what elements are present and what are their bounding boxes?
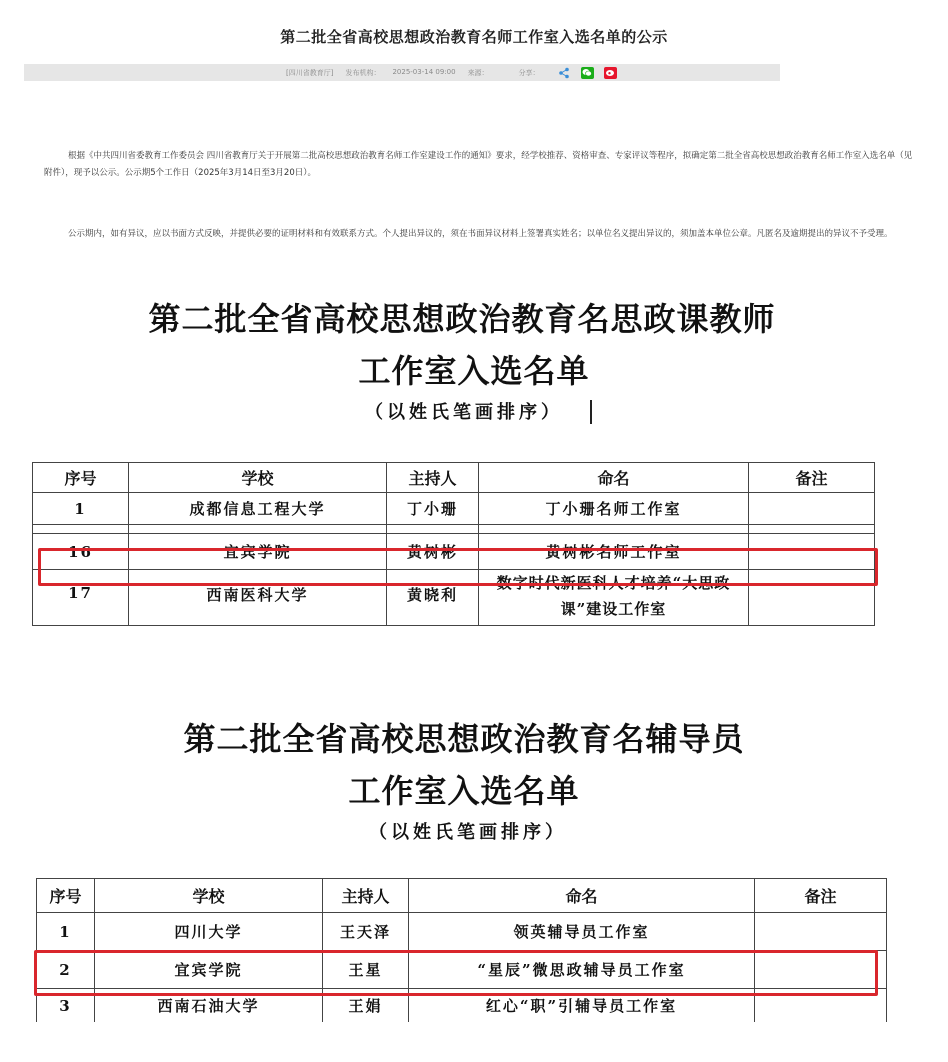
cell-school: 四川大学	[95, 913, 323, 951]
cell-note	[755, 913, 887, 951]
cell-host: 王星	[323, 951, 409, 989]
table-header-row	[33, 463, 875, 493]
table-row-highlighted	[37, 951, 887, 989]
cell-name: “星辰”微思政辅导员工作室	[409, 951, 755, 989]
cell-name: 领英辅导员工作室	[409, 913, 755, 951]
cell-note	[755, 989, 887, 1023]
table-row	[37, 989, 887, 1023]
header-school: 学校	[129, 463, 387, 493]
notice-paragraph-1: 根据《中共四川省委教育工作委员会 四川省教育厅关于开展第二批高校思想政治教育名师工作室建设工作的通知》要求，经学校推荐、资格审查、专家评议等程序，拟确定第二批全省高校思想政治教育名师工作室入选名单（见附件），现予以公示。公示期5个工作日（2025年3月14日至3月20日）。	[44, 151, 913, 178]
meta-origin: 来源：	[467, 68, 489, 77]
cell-host: 王娟	[323, 989, 409, 1023]
notice-title: 第二批全省高校思想政治教育名师工作室入选名单的公示	[280, 28, 668, 46]
cell-no: 1	[37, 913, 95, 951]
table-gap-row	[33, 525, 875, 534]
header-name: 命名	[409, 879, 755, 913]
cell-name: 红心“职”引辅导员工作室	[409, 989, 755, 1023]
meta-bar	[24, 64, 780, 81]
header-school: 学校	[95, 879, 323, 913]
cell-no: 17	[33, 570, 129, 626]
list1-table	[32, 462, 875, 626]
table-row	[37, 913, 887, 951]
list2-table	[36, 878, 887, 1023]
meta-publisher: 发布机构：	[345, 68, 381, 77]
header-host: 主持人	[323, 879, 409, 913]
weibo-icon[interactable]	[604, 67, 617, 79]
table-row	[33, 570, 875, 626]
cell-host: 黄晓利	[387, 570, 479, 626]
meta-date: 2025-03-14 09:00	[392, 67, 456, 76]
table-header-row	[37, 879, 887, 913]
cell-name: 数字时代新医科人才培养“大思政课”建设工作室	[479, 570, 749, 626]
cell-host: 丁小珊	[387, 493, 479, 525]
cell-school: 宜宾学院	[129, 534, 387, 570]
header-host: 主持人	[387, 463, 479, 493]
clip-mask	[0, 630, 948, 690]
table-row-highlighted	[33, 534, 875, 570]
cell-name: 丁小珊名师工作室	[479, 493, 749, 525]
header-no: 序号	[33, 463, 129, 493]
cell-host: 黄树彬	[387, 534, 479, 570]
cell-note	[755, 951, 887, 989]
cell-school: 西南医科大学	[129, 570, 387, 626]
list1-subtitle: （以姓氏笔画排序）	[365, 402, 563, 423]
share-label: 分享：	[518, 68, 540, 77]
list2-title-line1: 第二批全省高校思想政治教育名辅导员	[183, 720, 745, 758]
cell-no: 1	[33, 493, 129, 525]
header-note: 备注	[749, 463, 875, 493]
list1-title-line1: 第二批全省高校思想政治教育名思政课教师	[148, 300, 776, 338]
cell-name: 黄树彬名师工作室	[479, 534, 749, 570]
cell-school: 宜宾学院	[95, 951, 323, 989]
text-cursor	[590, 400, 592, 424]
share-icon[interactable]	[558, 67, 571, 79]
cell-school: 成都信息工程大学	[129, 493, 387, 525]
cell-school: 西南石油大学	[95, 989, 323, 1023]
header-note: 备注	[755, 879, 887, 913]
clip-mask	[0, 1022, 948, 1062]
cell-host: 王天泽	[323, 913, 409, 951]
table-row	[33, 493, 875, 525]
cell-note	[749, 493, 875, 525]
wechat-icon[interactable]	[581, 67, 594, 79]
notice-paragraph-2: 公示期内，如有异议，应以书面方式反映，并提供必要的证明材料和有效联系方式。个人提出异议的，须在书面异议材料上签署真实姓名；以单位名义提出异议的，须加盖本单位公章。凡匿名及逾期提出的异议不予受理。	[68, 229, 893, 239]
list2-subtitle: （以姓氏笔画排序）	[369, 822, 567, 843]
header-name: 命名	[479, 463, 749, 493]
cell-no: 2	[37, 951, 95, 989]
list2-title-line2: 工作室入选名单	[348, 772, 580, 810]
cell-note	[749, 534, 875, 570]
list1-title-line2: 工作室入选名单	[358, 352, 590, 390]
cell-no: 3	[37, 989, 95, 1023]
meta-source[interactable]: [四川省教育厅]	[286, 68, 334, 77]
header-no: 序号	[37, 879, 95, 913]
cell-note	[749, 570, 875, 626]
cell-no: 16	[33, 534, 129, 570]
